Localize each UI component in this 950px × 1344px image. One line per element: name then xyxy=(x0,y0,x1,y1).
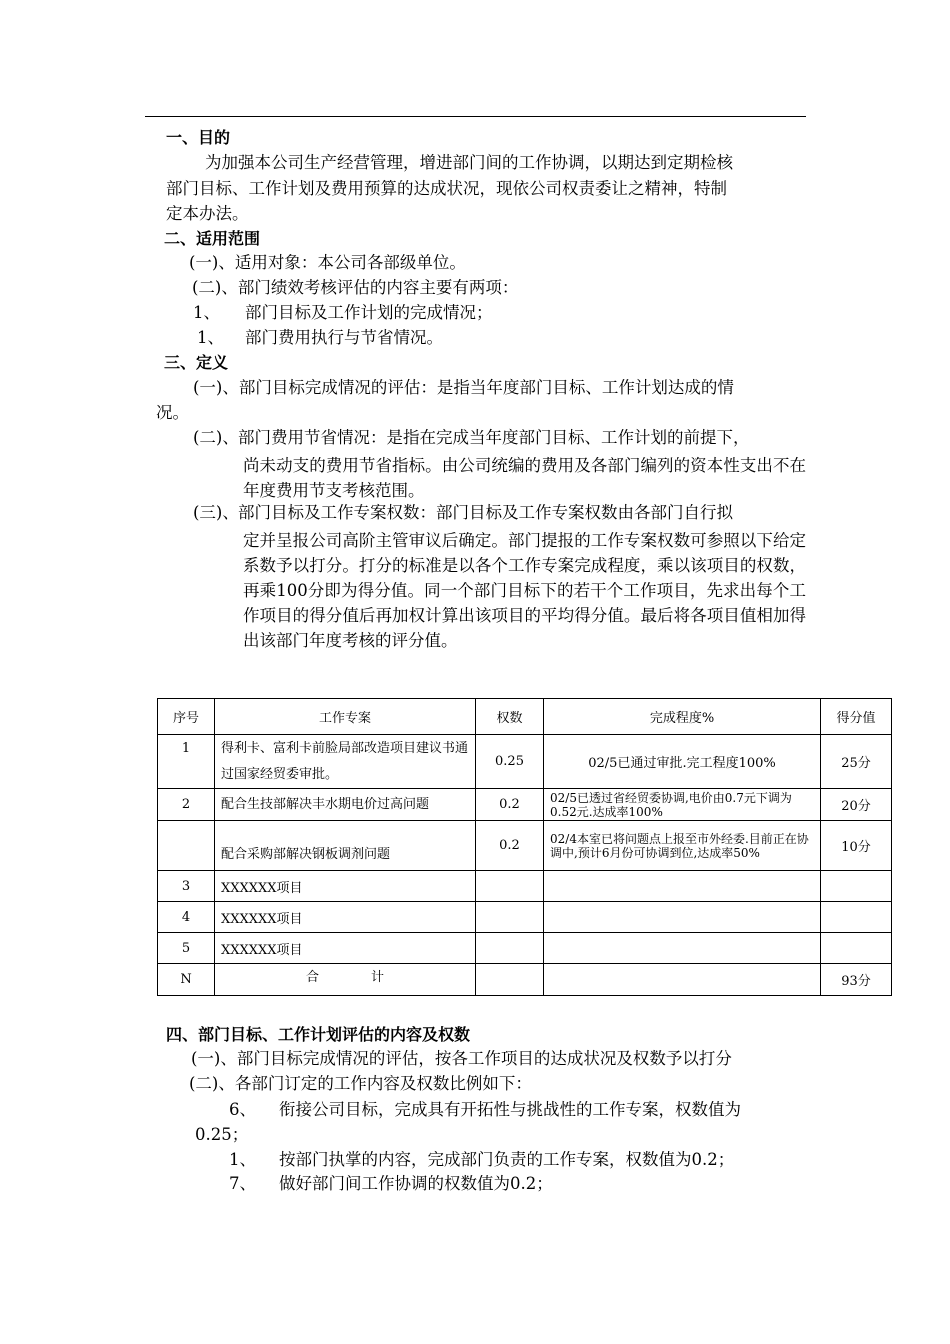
cell-weight: 0.2 xyxy=(476,789,544,821)
cell-score xyxy=(821,902,892,933)
table-row xyxy=(158,821,892,871)
cell-index: 3 xyxy=(158,871,215,902)
header-weight: 权数 xyxy=(476,699,544,735)
section-1-para-line3: 定本办法。 xyxy=(166,204,249,223)
cell-weight: 0.25 xyxy=(476,735,544,789)
header-completion: 完成程度% xyxy=(544,699,821,735)
cell-total-score: 93分 xyxy=(821,964,892,996)
definition-2-line1: 部门费用节省情况：是指在完成当年度部门目标、工作计划的前提下， xyxy=(238,428,750,447)
cell-score: 20分 xyxy=(821,789,892,821)
section-2-item1: (一)、适用对象：本公司各部级单位。 xyxy=(189,253,466,272)
table-row xyxy=(158,902,892,933)
definition-3-line1: 部门目标及工作专案权数：部门目标及工作专案权数由各部门自行拟 xyxy=(238,503,733,522)
cell-completion xyxy=(544,871,821,902)
cell-project: 配合生技部解决丰水期电价过高问题 xyxy=(215,789,476,821)
definition-2-body: 尚未动支的费用节省指标。由公司统编的费用及各部门编列的资本性支出不在年度费用节支考核范围。 xyxy=(243,456,806,500)
cell-score: 10分 xyxy=(821,821,892,871)
section-2-item2: (二)、部门绩效考核评估的内容主要有两项： xyxy=(192,278,519,297)
weight-item-1-text: 衔接公司目标，完成具有开拓性与挑战性的工作专案，权数值为 xyxy=(279,1100,741,1119)
cell-weight xyxy=(476,964,544,996)
cell-project: XXXXXX项目 xyxy=(215,902,476,933)
calculation-example-table xyxy=(157,698,892,996)
section-4-title: 四、部门目标、工作计划评估的内容及权数 xyxy=(166,1025,471,1044)
weight-item-2-text: 按部门执掌的内容，完成部门负责的工作专案，权数值为0.2； xyxy=(279,1150,735,1169)
section-2-sub1-text: 部门目标及工作计划的完成情况； xyxy=(245,303,493,322)
cell-index xyxy=(158,821,215,871)
cell-project: 配合采购部解决钢板调剂问题 xyxy=(215,821,476,871)
section-1-title: 一、目的 xyxy=(166,128,231,147)
weight-item-2-number: 1、 xyxy=(229,1150,256,1169)
table-header-row xyxy=(158,699,892,735)
cell-weight: 0.2 xyxy=(476,821,544,871)
section-2-sub1-number: 1、 xyxy=(193,303,220,322)
definition-1-line1: (一)、部门目标完成情况的评估：是指当年度部门目标、工作计划达成的情 xyxy=(193,378,734,397)
definition-2-prefix: (二)、 xyxy=(193,428,239,447)
table-row xyxy=(158,871,892,902)
cell-completion xyxy=(544,933,821,964)
table-row xyxy=(158,933,892,964)
cell-index: 5 xyxy=(158,933,215,964)
weight-item-1-continuation: 0.25； xyxy=(195,1125,249,1144)
cell-weight xyxy=(476,933,544,964)
weight-item-3-number: 7、 xyxy=(229,1174,256,1193)
cell-project: XXXXXX项目 xyxy=(215,871,476,902)
cell-index: 2 xyxy=(158,789,215,821)
cell-completion xyxy=(544,964,821,996)
cell-weight xyxy=(476,902,544,933)
cell-completion: 02/4本室已将问题点上报至市外经委.目前正在协调中,预计6月份可协调到位,达成率50% xyxy=(544,821,821,871)
section-4-item2: (二)、各部门订定的工作内容及权数比例如下： xyxy=(189,1074,532,1093)
header-score: 得分值 xyxy=(821,699,892,735)
cell-index: N xyxy=(158,964,215,996)
section-2-sub2-number: 1、 xyxy=(197,328,224,347)
definition-3-prefix: (三)、 xyxy=(193,503,239,522)
cell-completion: 02/5已通过审批.完工程度100% xyxy=(544,735,821,789)
table-row xyxy=(158,735,892,789)
definition-3-body: 定并呈报公司高阶主管审议后确定。部门提报的工作专案权数可参照以下给定系数予以打分。打分的标准是以各个工作专案完成程度，乘以该项目的权数，再乘100分即为得分值。同一个部门目标下的若干个工作项目，先求出每个工作项目的得分值后再加权计算出该项目的平均得分值。最后将各项目值相加得出该部门年度考核的评分值。 xyxy=(243,531,806,650)
header-index: 序号 xyxy=(158,699,215,735)
section-1-para-line2: 部门目标、工作计划及费用预算的达成状况，现依公司权责委让之精神，特制 xyxy=(166,179,727,198)
cell-score: 25分 xyxy=(821,735,892,789)
cell-project: 得利卡、富利卡前脸局部改造项目建议书通过国家经贸委审批。 xyxy=(215,735,476,789)
section-3-title: 三、定义 xyxy=(164,353,229,372)
table-total-row xyxy=(158,964,892,996)
cell-completion: 02/5已透过省经贸委协调,电价由0.7元下调为0.52元.达成率100% xyxy=(544,789,821,821)
section-2-sub2-text: 部门费用执行与节省情况。 xyxy=(245,328,443,347)
weight-item-1-number: 6、 xyxy=(229,1100,256,1119)
cell-completion xyxy=(544,902,821,933)
header-project: 工作专案 xyxy=(215,699,476,735)
section-1-para-line1: 为加强本公司生产经营管理，增进部门间的工作协调，以期达到定期检核 xyxy=(205,153,733,172)
cell-project: XXXXXX项目 xyxy=(215,933,476,964)
definition-1-line2: 况。 xyxy=(156,403,189,422)
weight-item-3-text: 做好部门间工作协调的权数值为0.2； xyxy=(279,1174,553,1193)
cell-index: 1 xyxy=(158,735,215,789)
section-2-title: 二、适用范围 xyxy=(164,229,261,248)
cell-total-label: 合 计 xyxy=(215,964,476,996)
cell-index: 4 xyxy=(158,902,215,933)
table-row xyxy=(158,789,892,821)
header-rule xyxy=(145,116,806,117)
cell-score xyxy=(821,933,892,964)
section-4-item1: (一)、部门目标完成情况的评估，按各工作项目的达成状况及权数予以打分 xyxy=(191,1049,732,1068)
cell-score xyxy=(821,871,892,902)
cell-weight xyxy=(476,871,544,902)
